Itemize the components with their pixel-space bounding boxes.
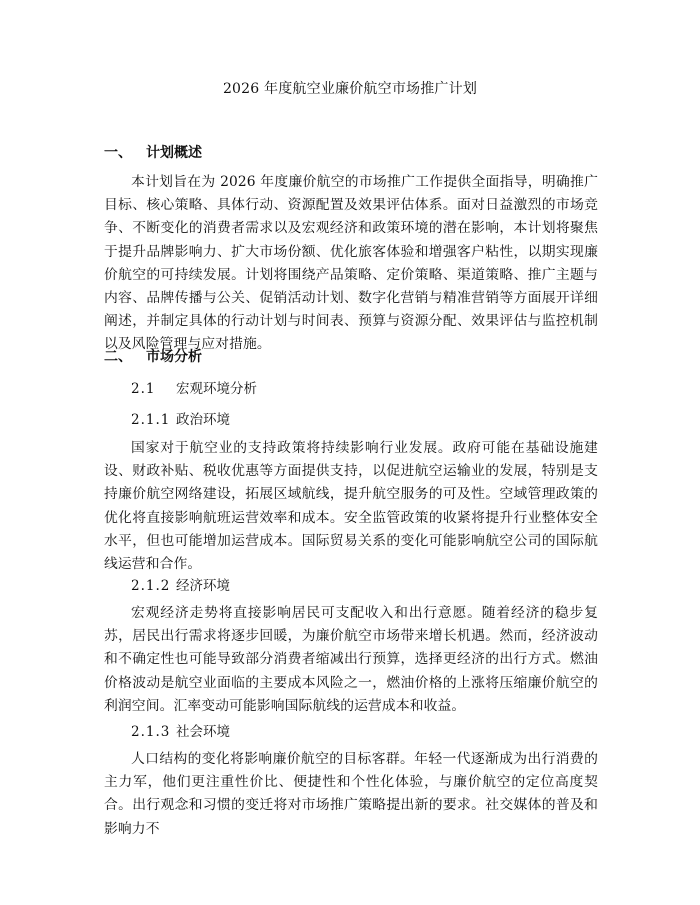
subsection-heading-economic — [131, 576, 230, 596]
section-title: 市场分析 — [146, 349, 202, 365]
subsection-heading-political — [131, 410, 230, 430]
subsection-title: 经济环境 — [176, 578, 230, 594]
subsection-number: 2.1.3 — [131, 724, 171, 740]
document-title: 2026 年度航空业廉价航空市场推广计划 — [222, 81, 478, 97]
section-number: 一、 — [104, 145, 132, 161]
political-paragraph: 国家对于航空业的支持政策将持续影响行业发展。政府可能在基础设施建设、财政补贴、税收优惠等方面提供支持，以促进航空运输业的发展，特别是支持廉价航空网络建设，拓展区域航线，提升航空服务的可及性。空域管理政策的优化将直接影响航班运营效率和成本。安全监管政策的收紧将提升行业整体安全水平，但也可能增加运营成本。国际贸易关系的变化可能影响航空公司的国际航线运营和合作。 — [104, 440, 598, 573]
subsection-number: 2.1 — [131, 381, 156, 397]
section-number: 二、 — [104, 349, 132, 365]
subsection-heading-macro — [131, 379, 257, 399]
social-paragraph: 人口结构的变化将影响廉价航空的目标客群。年轻一代逐渐成为出行消费的主力军，他们更注重性价比、便捷性和个性化体验，与廉价航空的定位高度契合。出行观念和习惯的变迁将对市场推广策略提出新的要求。社交媒体的普及和影响力不 — [104, 751, 598, 837]
economic-paragraph: 宏观经济走势将直接影响居民可支配收入和出行意愿。随着经济的稳步复苏，居民出行需求将逐步回暖，为廉价航空市场带来增长机遇。然而，经济波动和不确定性也可能导致部分消费者缩减出行预算，选择更经济的出行方式。燃油价格波动是航空业面临的主要成本风险之一，燃油价格的上涨将压缩廉价航空的利润空间。汇率变动可能影响国际航线的运营成本和收益。 — [104, 605, 598, 714]
section-title: 计划概述 — [146, 145, 202, 161]
subsection-title: 社会环境 — [176, 724, 230, 740]
subsection-title: 宏观环境分析 — [176, 381, 257, 397]
section-heading-market-analysis — [104, 347, 202, 367]
overview-paragraph: 本计划旨在为 2026 年度廉价航空的市场推广工作提供全面指导，明确推广目标、核心策略、具体行动、资源配置及效果评估体系。面对日益激烈的市场竞争、不断变化的消费者需求以及宏观经济和政策环境的潜在影响，本计划将聚焦于提升品牌影响力、扩大市场份额、优化旅客体验和增强客户粘性，以期实现廉价航空的可持续发展。计划将围绕产品策略、定价策略、渠道策略、推广主题与内容、品牌传播与公关、促销活动计划、数字化营销与精准营销等方面展开详细阐述，并制定具体的行动计划与时间表、预算与资源分配、效果评估与监控机制以及风险管理与应对措施。 — [104, 174, 598, 353]
subsection-number: 2.1.2 — [131, 578, 171, 594]
section-heading-overview — [104, 143, 202, 163]
subsection-number: 2.1.1 — [131, 412, 171, 428]
subsection-heading-social — [131, 722, 230, 742]
subsection-title: 政治环境 — [176, 412, 230, 428]
